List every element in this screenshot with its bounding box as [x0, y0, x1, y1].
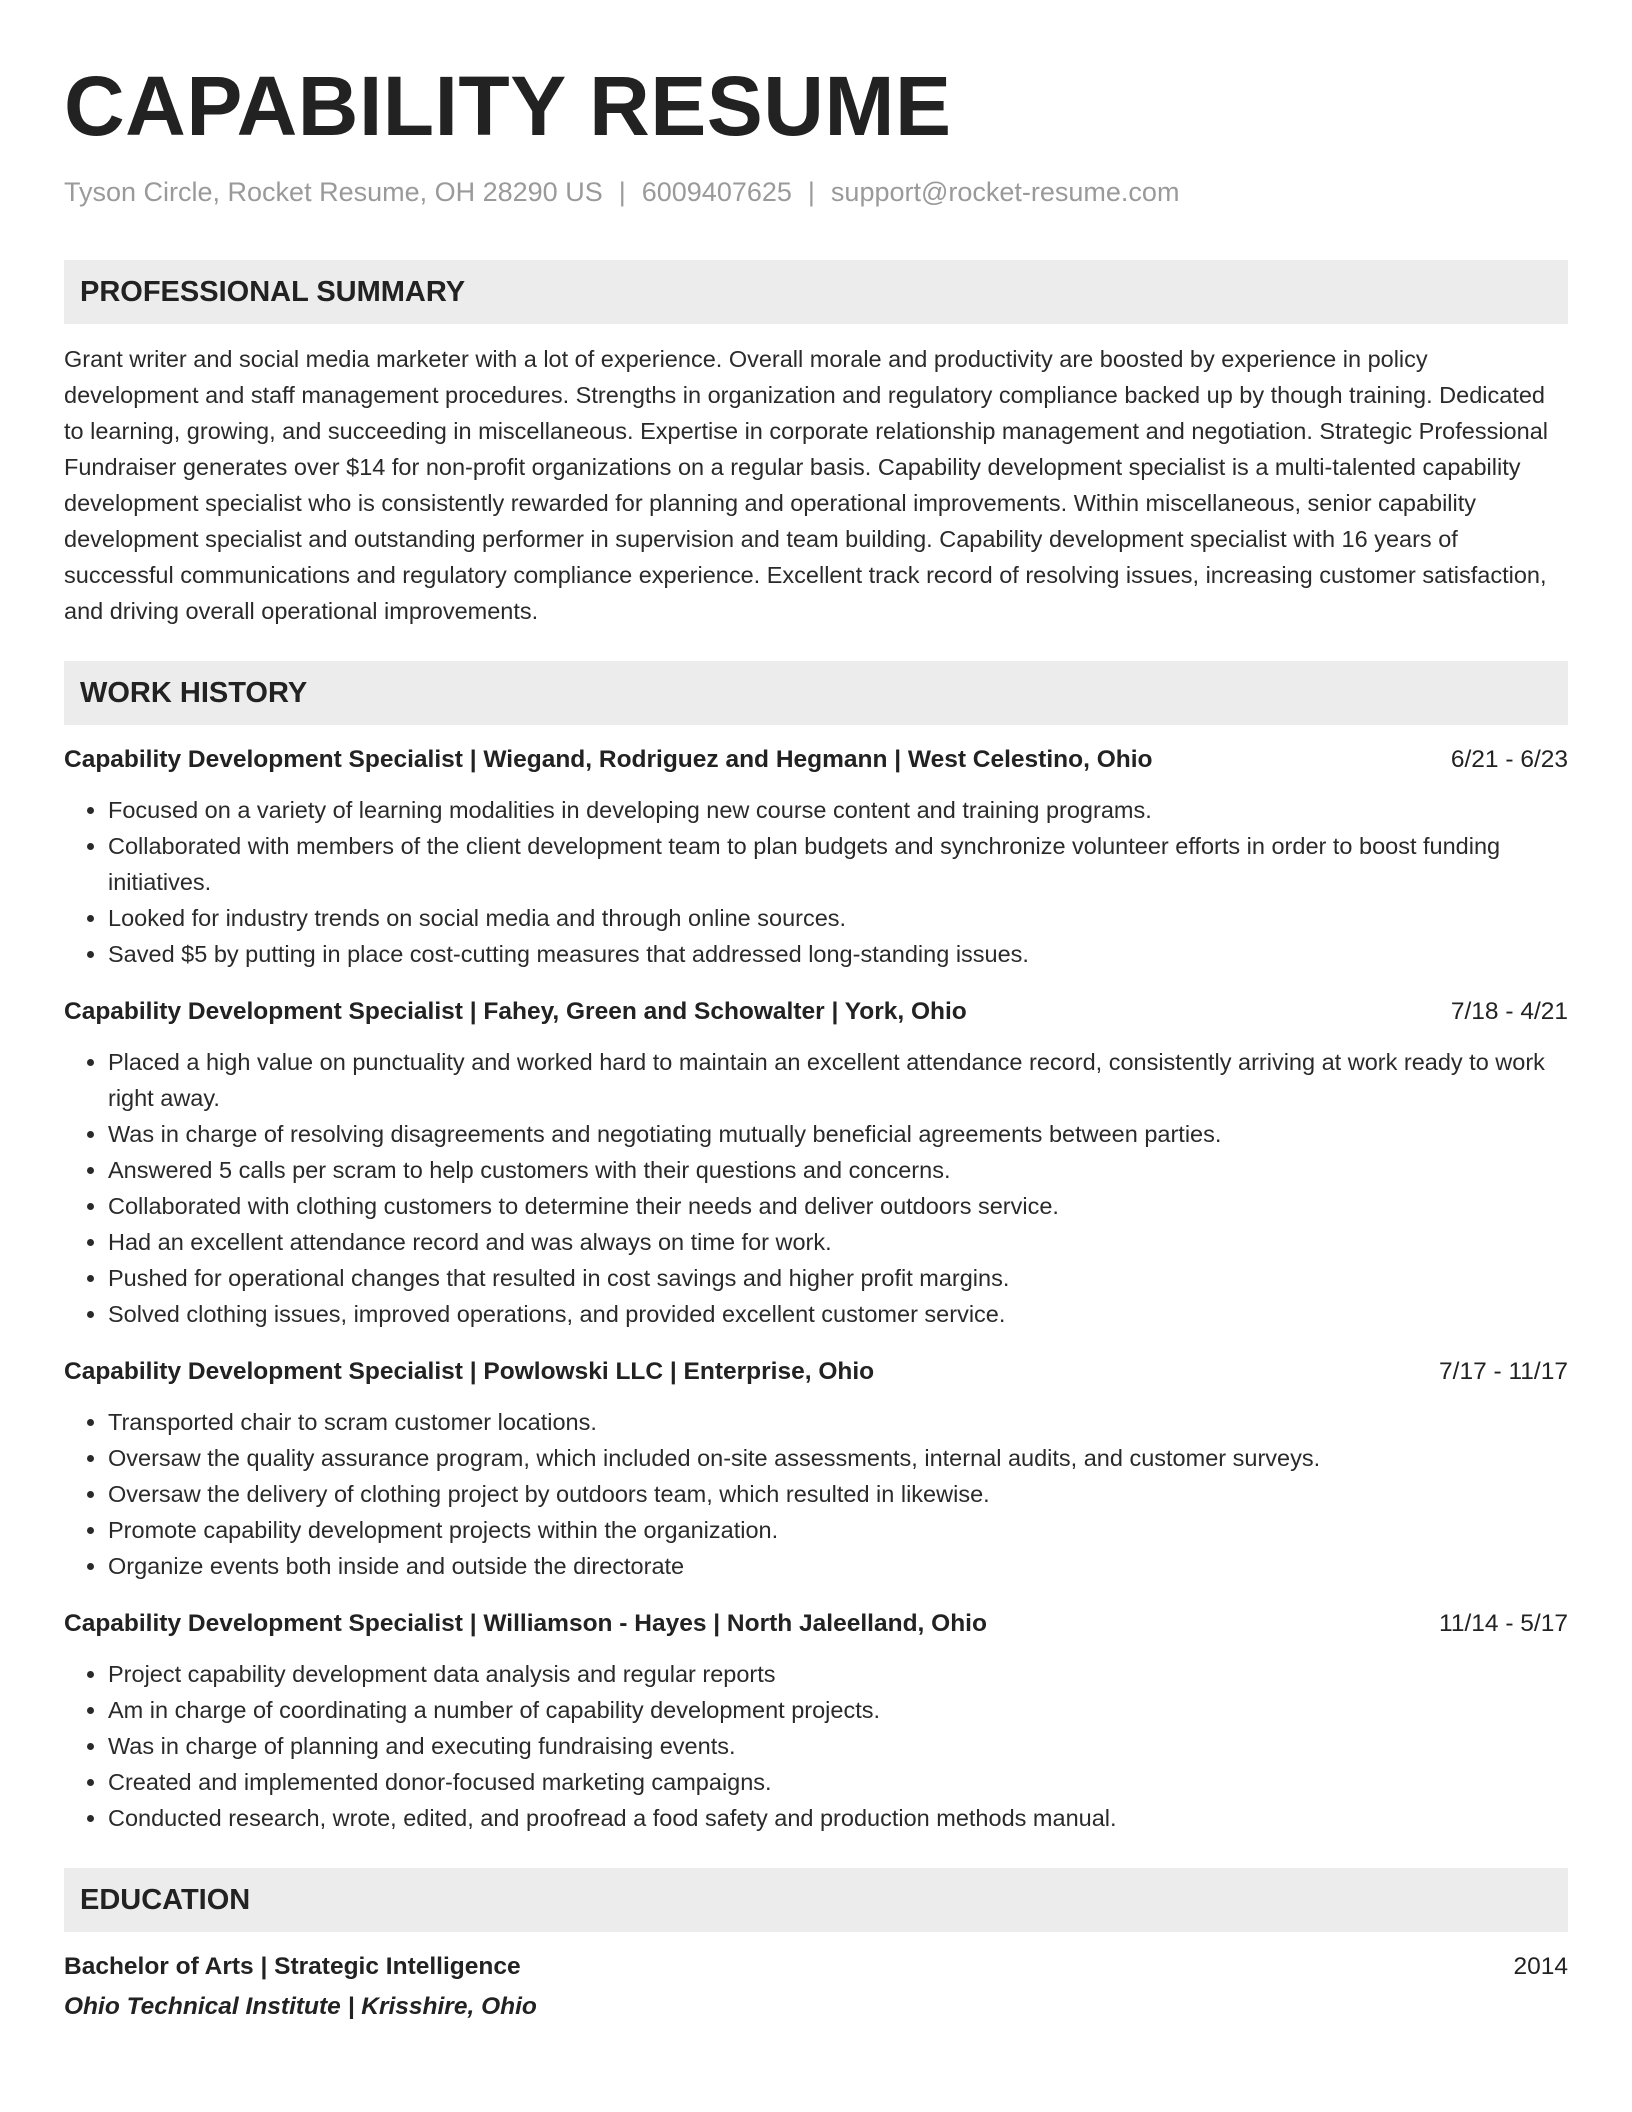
job-entry [64, 994, 1568, 1332]
contact-email: support@rocket-resume.com [830, 177, 1180, 207]
section-heading-education: EDUCATION [64, 1868, 1568, 1932]
list-item: • Collaborated with clothing customers to determine their needs and deliver outdoors service. [108, 1188, 1568, 1224]
education-header [64, 1949, 1568, 1985]
section-heading-summary: PROFESSIONAL SUMMARY [64, 260, 1568, 324]
list-item: • Looked for industry trends on social media and through online sources. [108, 900, 1568, 936]
job-dates: 7/18 - 4/21 [1450, 998, 1568, 1025]
list-item: • Project capability development data analysis and regular reports [108, 1656, 1568, 1692]
job-entry [64, 1606, 1568, 1836]
job-bullets [64, 1404, 1568, 1584]
list-item: • Oversaw the quality assurance program, which included on-site assessments, internal audits, and customer surveys. [108, 1440, 1568, 1476]
job-dates: 6/21 - 6/23 [1450, 746, 1568, 773]
education-degree: Bachelor of Arts | Strategic Intelligence [64, 1953, 521, 1980]
list-item: • Am in charge of coordinating a number of capability development projects. [108, 1692, 1568, 1728]
list-item: • Had an excellent attendance record and was always on time for work. [108, 1224, 1568, 1260]
list-item: • Solved clothing issues, improved operations, and provided excellent customer service. [108, 1296, 1568, 1332]
list-item: • Focused on a variety of learning modalities in developing new course content and training programs. [108, 792, 1568, 828]
job-header [64, 1354, 1568, 1390]
education-entry [64, 1949, 1568, 2025]
section-heading-work: WORK HISTORY [64, 661, 1568, 725]
list-item: • Collaborated with members of the client development team to plan budgets and synchronize volunteer efforts in order to boost funding initiatives. [108, 828, 1568, 900]
list-item: • Pushed for operational changes that resulted in cost savings and higher profit margins. [108, 1260, 1568, 1296]
list-item: • Created and implemented donor-focused marketing campaigns. [108, 1764, 1568, 1800]
list-item: • Transported chair to scram customer locations. [108, 1404, 1568, 1440]
job-header [64, 994, 1568, 1030]
education-year: 2014 [1513, 1953, 1568, 1980]
job-dates: 7/17 - 11/17 [1439, 1358, 1568, 1385]
contact-separator: | [807, 177, 815, 207]
job-header [64, 1606, 1568, 1642]
list-item: • Saved $5 by putting in place cost-cutting measures that addressed long-standing issues. [108, 936, 1568, 972]
list-item: • Oversaw the delivery of clothing project by outdoors team, which resulted in likewise. [108, 1476, 1568, 1512]
page-title: CAPABILITY RESUME [64, 59, 952, 153]
list-item: • Was in charge of planning and executing fundraising events. [108, 1728, 1568, 1764]
list-item: • Placed a high value on punctuality and worked hard to maintain an excellent attendance record, consistently arriving at work ready to work right away. [108, 1044, 1568, 1116]
list-item: • Organize events both inside and outside the directorate [108, 1548, 1568, 1584]
job-entry [64, 742, 1568, 972]
job-bullets [64, 792, 1568, 972]
job-title: Capability Development Specialist | Fahey, Green and Schowalter | York, Ohio [64, 998, 967, 1025]
job-title: Capability Development Specialist | Williamson - Hayes | North Jaleelland, Ohio [64, 1610, 987, 1637]
job-entry [64, 1354, 1568, 1584]
list-item: • Answered 5 calls per scram to help customers with their questions and concerns. [108, 1152, 1568, 1188]
contact-address: Tyson Circle, Rocket Resume, OH 28290 US [64, 177, 603, 207]
summary-text: Grant writer and social media marketer with a lot of experience. Overall morale and productivity are boosted by experience in policy development and staff management procedures. Strengths in organization and regulatory compliance backed up by though training. Dedicated to learning, growing, and succeeding in miscellaneous. Expertise in corporate relationship management and negotiation. Strategic Professional Fundraiser generates over $14 for non-profit organizations on a regular basis. Capability development specialist is a multi-talented capability development specialist who is consistently rewarded for planning and operational improvements. Within miscellaneous, senior capability development specialist and outstanding performer in supervision and team building. Capability development specialist with 16 years of successful communications and regulatory compliance experience. Excellent track record of resolving issues, increasing customer satisfaction, and driving overall operational improvements. [64, 346, 1548, 624]
job-title: Capability Development Specialist | Wiegand, Rodriguez and Hegmann | West Celestino, Ohio [64, 746, 1153, 773]
job-dates: 11/14 - 5/17 [1439, 1610, 1568, 1637]
job-title: Capability Development Specialist | Powlowski LLC | Enterprise, Ohio [64, 1358, 875, 1385]
contact-phone: 6009407625 [641, 177, 792, 207]
list-item: • Was in charge of resolving disagreements and negotiating mutually beneficial agreements between parties. [108, 1116, 1568, 1152]
contact-line [64, 174, 1568, 210]
education-school: Ohio Technical Institute | Krisshire, Ohio [64, 1993, 537, 2020]
job-bullets [64, 1044, 1568, 1332]
contact-separator: | [618, 177, 626, 207]
list-item: • Promote capability development projects within the organization. [108, 1512, 1568, 1548]
job-header [64, 742, 1568, 778]
list-item: • Conducted research, wrote, edited, and proofread a food safety and production methods manual. [108, 1800, 1568, 1836]
job-bullets [64, 1656, 1568, 1836]
